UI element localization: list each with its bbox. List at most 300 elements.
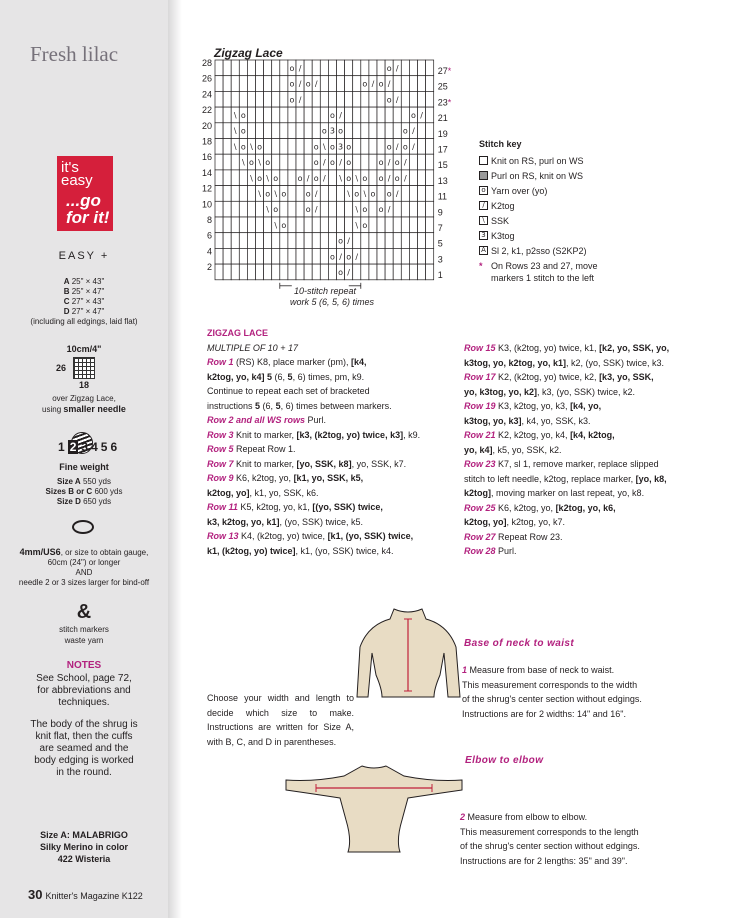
chart-row-label-right: 19 (437, 128, 448, 139)
chart-cell (320, 107, 328, 123)
chart-cell (377, 186, 385, 202)
instruction-line: stitch to left needle, k2tog, replace marker, [yo, k8, (464, 473, 667, 484)
stitch-symbol: o (410, 110, 416, 120)
chart-cell (418, 186, 426, 202)
instructions-column-2 (464, 341, 694, 559)
stitch-symbol: o (305, 79, 311, 89)
chart-cell (426, 123, 434, 139)
stitch-symbol: o (329, 142, 335, 152)
stitch-symbol: o (281, 189, 287, 199)
chart-cell (353, 139, 361, 155)
chart-cell (280, 248, 288, 264)
chart-cell (312, 264, 320, 280)
its-easy-badge (57, 156, 113, 231)
chart-cell (401, 233, 409, 249)
gauge-rows: 26 (56, 363, 67, 373)
chart-cell (320, 60, 328, 76)
stitch-symbol: / (347, 236, 351, 246)
chart-cell (231, 60, 239, 76)
chart-cell (231, 233, 239, 249)
chart-cell (409, 170, 417, 186)
instruction-line: Row 9 K6, k2tog, yo, [k1, yo, SSK, k5, (207, 473, 364, 483)
stitch-symbol: o (338, 126, 344, 136)
chart-cell (280, 139, 288, 155)
stitch-symbol: o (289, 95, 295, 105)
size-d: D 27" × 47" (63, 307, 105, 316)
chart-cell (256, 248, 264, 264)
size-c: C 27" × 43" (63, 297, 105, 306)
chart-cell (239, 217, 247, 233)
measure-2-text: 2 Measure from elbow to elbow. This measurement corresponds to the length of the shrug's center section without edgings. Instructions are for 2 lengths: 35" and 39". (460, 812, 640, 866)
stitch-symbol: o (305, 205, 311, 215)
chart-cell (223, 91, 231, 107)
s2kp2-symbol: A (479, 246, 488, 255)
instruction-line: instructions 5 (6, 5, 6) times between markers. (207, 400, 392, 411)
chart-cell (215, 186, 223, 202)
chart-cell (393, 201, 401, 217)
chart-cell (369, 60, 377, 76)
instruction-line: Row 7 Knit to marker, [yo, SSK, k8], yo, SSK, k7. (207, 458, 407, 469)
chart-cell (272, 60, 280, 76)
chart-row-label-right: 17 (437, 144, 448, 155)
chart-cell (328, 91, 336, 107)
chart-row-label-right: 7 (437, 223, 443, 233)
chart-cell (215, 201, 223, 217)
chart-cell (215, 170, 223, 186)
chart-cell (215, 139, 223, 155)
chart-cell (239, 264, 247, 280)
key-s2kp2: A Sl 2, k1, p2sso (S2KP2) (479, 243, 598, 258)
chart-cell (280, 107, 288, 123)
chart-cell (239, 186, 247, 202)
page-number: 30 (28, 887, 43, 902)
chart-cell (312, 60, 320, 76)
chart-cell (256, 60, 264, 76)
chart-cell (280, 76, 288, 92)
chart-cell (312, 123, 320, 139)
stitch-symbol: / (339, 158, 342, 168)
stitch-symbol: o (289, 79, 295, 89)
chart-cell (247, 264, 255, 280)
measure-2-title: Elbow to elbow (465, 755, 544, 766)
stitch-symbol: \ (322, 142, 326, 152)
chart-cell (280, 264, 288, 280)
chart-cell (418, 139, 426, 155)
chart-row-label-left: 4 (206, 246, 212, 257)
chart-cell (215, 123, 223, 139)
chart-cell (385, 107, 393, 123)
chart-cell (320, 233, 328, 249)
zigzag-lace-chart (195, 58, 455, 290)
chart-cell (264, 248, 272, 264)
stitch-symbol: / (412, 126, 415, 136)
chart-cell (409, 91, 417, 107)
instruction-line: yo, k4], k5, yo, SSK, k2. (464, 444, 562, 455)
chart-cell (353, 107, 361, 123)
stitch-symbol: \ (233, 142, 237, 152)
chart-cell (272, 264, 280, 280)
chart-cell (409, 186, 417, 202)
chart-cell (418, 264, 426, 280)
chart-cell (353, 91, 361, 107)
chart-cell (312, 91, 320, 107)
stitch-symbol: \ (258, 189, 261, 199)
chart-cell (239, 60, 247, 76)
chart-cell (231, 248, 239, 264)
stitch-key (479, 139, 598, 287)
chart-cell (320, 201, 328, 217)
chart-cell (312, 248, 320, 264)
chart-cell (288, 217, 296, 233)
chart-cell (296, 264, 304, 280)
chart-cell (337, 186, 345, 202)
chart-row-label-right: 27* (437, 66, 452, 76)
chart-cell (345, 217, 353, 233)
instruction-line: Row 5 Repeat Row 1. (207, 444, 296, 454)
chart-row-label-right: 5 (437, 238, 443, 249)
chart-cell (215, 154, 223, 170)
chart-cell (304, 91, 312, 107)
instruction-line: k3tog, yo, k2tog, yo, k1], k2, (yo, SSK) twice, k3. (464, 357, 665, 368)
stitch-symbol: o (394, 173, 400, 183)
chart-row-label-left: 22 (201, 105, 212, 116)
key-k3tog: 3 K3tog (479, 228, 598, 243)
chart-cell (256, 123, 264, 139)
stitch-symbol: / (387, 158, 391, 168)
chart-cell (280, 60, 288, 76)
chart-cell (320, 248, 328, 264)
stitch-symbol: o (265, 158, 271, 168)
instruction-line: Row 1 (RS) K8, place marker (pm), [k4, (207, 357, 367, 367)
chart-row-label-right: 9 (437, 207, 443, 218)
chart-cell (304, 123, 312, 139)
size-b: B 25" × 47" (63, 287, 105, 296)
instruction-line: k1, (k2tog, yo) twice], k1, (yo, SSK) twice, k4. (207, 545, 394, 556)
chart-cell (353, 264, 361, 280)
chart-cell (409, 233, 417, 249)
stitch-symbol: o (386, 63, 392, 73)
chart-cell (361, 60, 369, 76)
stitch-symbol: o (273, 173, 279, 183)
chart-cell (328, 76, 336, 92)
stitch-symbol: o (265, 189, 271, 199)
instruction-line: Row 11 K5, k2tog, yo, k1, [(yo, SSK) twice, (207, 502, 383, 512)
chart-cell (328, 60, 336, 76)
chart-cell (328, 186, 336, 202)
chart-cell (353, 233, 361, 249)
stitch-symbol: \ (241, 158, 245, 168)
chart-cell (393, 76, 401, 92)
chart-cell (426, 60, 434, 76)
weight-5: 5 (100, 440, 108, 454)
chart-cell (361, 123, 369, 139)
chart-cell (328, 201, 336, 217)
instruction-line: Row 25 K6, k2tog, yo, [k2tog, yo, k6, (464, 502, 616, 513)
stitch-symbol: \ (355, 220, 359, 230)
chart-row-label-right: 21 (437, 113, 448, 124)
chart-cell (377, 217, 385, 233)
knit-symbol (479, 156, 488, 165)
weight-6: 6 (110, 440, 118, 454)
chart-cell (345, 91, 353, 107)
chart-cell (272, 154, 280, 170)
chart-cell (272, 233, 280, 249)
arms-figure (284, 760, 464, 855)
chart-cell (312, 217, 320, 233)
chart-cell (247, 201, 255, 217)
chart-cell (296, 233, 304, 249)
chart-cell (239, 76, 247, 92)
chart-cell (223, 233, 231, 249)
chart-cell (401, 186, 409, 202)
chart-cell (353, 123, 361, 139)
chart-cell (426, 154, 434, 170)
chart-cell (369, 170, 377, 186)
chart-cell (418, 123, 426, 139)
chart-cell (296, 248, 304, 264)
stitch-symbol: o (273, 205, 279, 215)
chart-row-label-left: 16 (201, 152, 212, 163)
chart-cell (223, 217, 231, 233)
chart-cell (256, 233, 264, 249)
stitch-symbol: \ (258, 158, 261, 168)
chart-cell (288, 154, 296, 170)
chart-cell (231, 186, 239, 202)
stitch-symbol: / (403, 173, 407, 183)
weight-4: 4 (91, 440, 98, 454)
chart-cell (296, 186, 304, 202)
instruction-line: Row 23 K7, sl 1, remove marker, replace slipped (464, 459, 659, 469)
chart-cell (361, 264, 369, 280)
stitch-symbol: / (395, 189, 399, 199)
chart-cell (215, 217, 223, 233)
chart-row-label-left: 24 (201, 89, 212, 100)
chart-cell (418, 170, 426, 186)
chart-cell (247, 60, 255, 76)
stitch-symbol: o (402, 142, 408, 152)
chart-row-label-left: 8 (206, 215, 212, 225)
chart-cell (320, 76, 328, 92)
chart-cell (247, 248, 255, 264)
chart-row-label-left: 18 (201, 136, 212, 147)
stitch-symbol: \ (250, 142, 253, 152)
stitch-symbol: / (387, 205, 391, 215)
gauge-note: over Zigzag Lace, using smaller needle (42, 394, 126, 414)
badge-line-1: it's (61, 159, 79, 176)
stitch-symbol: 3 (338, 142, 344, 152)
stitch-symbol: o (329, 110, 335, 120)
stitch-symbol: o (362, 79, 368, 89)
stitch-symbol: / (322, 158, 326, 168)
instruction-line: Row 19 K3, k2tog, yo, k3, [k4, yo, (464, 401, 602, 411)
chart-cell (393, 233, 401, 249)
chart-cell (304, 139, 312, 155)
chart-cell (288, 233, 296, 249)
chart-cell (231, 217, 239, 233)
chart-cell (401, 91, 409, 107)
chart-cell (393, 248, 401, 264)
stitch-symbol: / (371, 79, 375, 89)
stitch-symbol: \ (233, 126, 237, 136)
stitch-symbol: o (257, 173, 263, 183)
chart-cell (304, 107, 312, 123)
chart-cell (401, 217, 409, 233)
chart-cell (288, 139, 296, 155)
stitch-symbol: / (298, 79, 302, 89)
chart-cell (369, 201, 377, 217)
chart-cell (304, 60, 312, 76)
sidebar (0, 0, 168, 918)
chart-row-label-right: 23* (437, 97, 452, 108)
chart-cell (280, 154, 288, 170)
chart-cell (215, 91, 223, 107)
chart-row-label-right: 25 (437, 81, 448, 92)
chart-cell (272, 91, 280, 107)
stitch-symbol: / (403, 158, 407, 168)
chart-cell (288, 107, 296, 123)
chart-cell (272, 76, 280, 92)
stitch-symbol: o (257, 142, 263, 152)
yarn-weight-label: Fine weight (59, 462, 109, 472)
stitch-symbol: / (395, 63, 399, 73)
chart-cell (296, 123, 304, 139)
chart-cell (280, 123, 288, 139)
chart-cell (264, 217, 272, 233)
chart-cell (418, 248, 426, 264)
chart-cell (345, 201, 353, 217)
chart-cell (377, 91, 385, 107)
chart-row-label-left: 2 (206, 262, 212, 273)
measure-1-title: Base of neck to waist (464, 638, 575, 649)
chart-cell (247, 107, 255, 123)
chart-row-label-right: 1 (437, 270, 443, 281)
circular-needle-icon (72, 520, 94, 534)
stitch-symbol: o (394, 158, 400, 168)
chart-cell (239, 248, 247, 264)
measure-1-text: 1 Measure from base of neck to waist. This measurement corresponds to the width of the shrug's center section without edgings. Instructions are for 2 widths: 14" and 16". (462, 665, 642, 719)
instruction-line: Row 3 Knit to marker, [k3, (k2tog, yo) twice, k3], k9. (207, 429, 421, 440)
badge-line-3: ...go (66, 191, 101, 210)
chart-row-label-right: 13 (437, 175, 448, 186)
chart-cell (239, 233, 247, 249)
stitch-symbol: o (386, 95, 392, 105)
chart-cell (401, 201, 409, 217)
chart-cell (409, 76, 417, 92)
chart-title: Zigzag Lace (214, 46, 283, 60)
chart-cell (280, 233, 288, 249)
chart-row-label-right: 15 (437, 160, 448, 171)
instruction-line: Continue to repeat each set of bracketed (207, 386, 370, 396)
row-instructions (207, 355, 455, 558)
stitch-symbol: o (386, 142, 392, 152)
chart-cell (337, 201, 345, 217)
chart-cell (320, 91, 328, 107)
stitch-symbol: o (329, 158, 335, 168)
stitch-symbol: o (313, 142, 319, 152)
stitch-symbol: o (378, 205, 384, 215)
chart-cell (345, 76, 353, 92)
chart-row-label-left: 28 (201, 58, 212, 68)
row-instructions (464, 341, 694, 559)
chart-row-label-right: 3 (437, 254, 443, 265)
key-k2tog: / K2tog (479, 198, 598, 213)
stitch-symbol: o (346, 252, 352, 262)
instruction-line: k3, k2tog, yo, k1], (yo, SSK) twice, k5. (207, 516, 364, 527)
chart-cell (418, 201, 426, 217)
chart-cell (239, 170, 247, 186)
chart-cell (426, 248, 434, 264)
stitch-symbol: / (339, 110, 342, 120)
chart-cell (296, 217, 304, 233)
sidebar-shadow (168, 0, 182, 918)
stitch-symbol: / (314, 205, 318, 215)
chart-cell (231, 201, 239, 217)
instruction-line: k2tog], moving marker on last repeat, yo, k8. (464, 488, 645, 498)
yarn-weight-scale (58, 440, 120, 454)
chart-cell (280, 91, 288, 107)
yardage-list: Size A 550 yds Sizes B or C 600 yds Size D 650 yds (45, 477, 123, 506)
size-a: A 25" × 43" (63, 277, 105, 286)
chart-cell (369, 91, 377, 107)
stitch-key-title: Stitch key (479, 139, 522, 149)
chart-cell (361, 154, 369, 170)
chart-cell (353, 154, 361, 170)
instruction-line: Row 28 Purl. (464, 546, 517, 556)
stitch-symbol: o (378, 158, 384, 168)
chart-cell (223, 264, 231, 280)
chart-cell (361, 233, 369, 249)
chart-cell (369, 154, 377, 170)
size-list (0, 277, 168, 327)
difficulty-level: EASY + (58, 250, 110, 262)
chart-cell (385, 264, 393, 280)
stitch-symbol: / (314, 79, 318, 89)
chart-cell (385, 248, 393, 264)
chart-cell (223, 139, 231, 155)
chart-cell (223, 76, 231, 92)
chart-cell (272, 123, 280, 139)
marker-move-asterisk: * (447, 97, 452, 108)
stitch-symbol: o (362, 220, 368, 230)
chart-cell (215, 60, 223, 76)
chart-cell (426, 139, 434, 155)
yarn-over-symbol: o (479, 186, 488, 195)
chart-cell (409, 60, 417, 76)
stitch-symbol: \ (355, 173, 359, 183)
gauge-grid-icon (73, 357, 95, 379)
stitch-symbol: o (338, 236, 344, 246)
chart-cell (426, 233, 434, 249)
chart-cell (231, 264, 239, 280)
chart-cell (426, 170, 434, 186)
chart-cell (247, 186, 255, 202)
chart-cell (401, 107, 409, 123)
stitch-symbol: o (346, 142, 352, 152)
stitch-symbol: o (313, 173, 319, 183)
stitch-symbol: \ (266, 205, 270, 215)
chart-cell (272, 139, 280, 155)
stitch-symbol: o (378, 79, 384, 89)
stitch-symbol: o (297, 173, 303, 183)
badge-line-2: easy (61, 172, 93, 189)
chart-cell (256, 264, 264, 280)
stitch-symbol: o (289, 63, 295, 73)
chart-cell (215, 233, 223, 249)
chart-cell (418, 154, 426, 170)
instruction-line: yo, k3tog, yo, k2], k3, (yo, SSK) twice, k2. (464, 386, 636, 397)
chart-cell (256, 91, 264, 107)
chart-cell (223, 107, 231, 123)
